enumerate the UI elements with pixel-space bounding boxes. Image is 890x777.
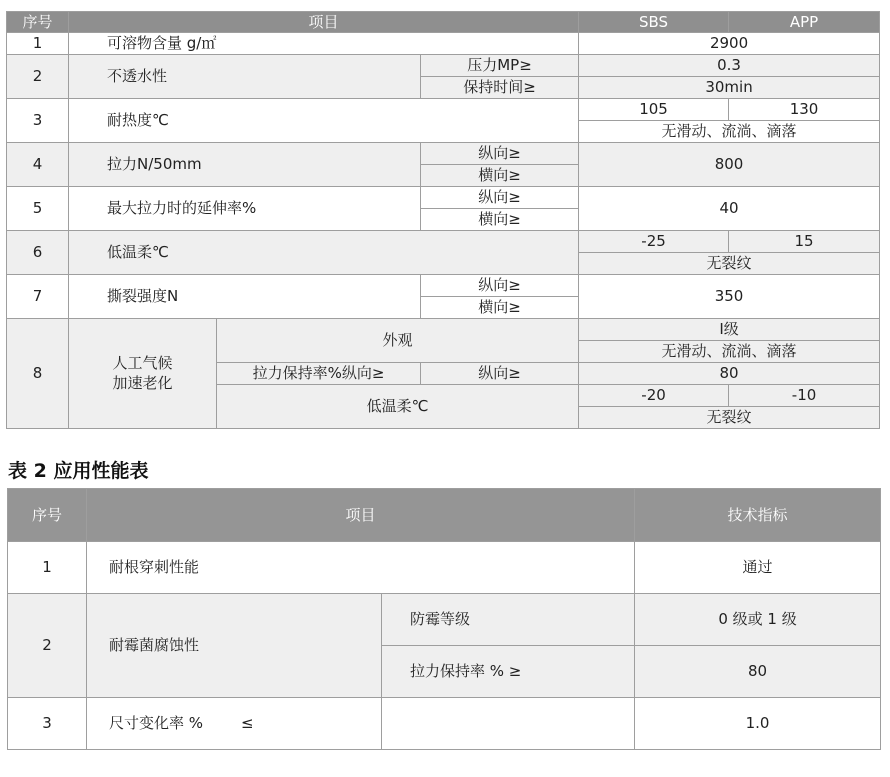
row-number: 3 — [8, 698, 87, 750]
row-item: 最大拉力时的延伸率% — [69, 187, 421, 231]
header-sbs: SBS — [579, 12, 729, 33]
row-item: 拉力N/50mm — [69, 143, 421, 187]
row-subitem-lowtemp: 低温柔℃ — [217, 385, 579, 429]
row-value: 0.3 — [579, 55, 880, 77]
properties-table — [6, 11, 880, 429]
application-performance-table — [7, 488, 881, 750]
table-row — [8, 698, 881, 750]
row-item-operator: ≤ — [241, 714, 254, 733]
row-subitem: 纵向≥ — [421, 187, 579, 209]
row-item-label: 尺寸变化率 % — [109, 714, 204, 733]
header-app: APP — [729, 12, 880, 33]
table-row — [7, 231, 880, 253]
row-value: 1.0 — [635, 698, 881, 750]
row-item: 低温柔℃ — [69, 231, 579, 275]
row-item — [69, 319, 217, 429]
row-number: 2 — [8, 594, 87, 698]
row-value: 40 — [579, 187, 880, 231]
row-note: 无裂纹 — [579, 253, 880, 275]
header-item: 项目 — [87, 489, 635, 542]
row-app-value: 130 — [729, 99, 880, 121]
row-value: 通过 — [635, 542, 881, 594]
row-subitem-tensile: 拉力保持率%纵向≥ — [217, 363, 421, 385]
row-sbs-value: -25 — [579, 231, 729, 253]
row-value: 0 级或 1 级 — [635, 594, 881, 646]
row-item-line1: 人工气候 — [112, 354, 173, 372]
row-subitem: 横向≥ — [421, 165, 579, 187]
table-header-row — [7, 12, 880, 33]
row-item: 耐热度℃ — [69, 99, 579, 143]
table-row — [7, 143, 880, 165]
row-subitem: 保持时间≥ — [421, 77, 579, 99]
row-value: 80 — [579, 363, 880, 385]
row-value: 350 — [579, 275, 880, 319]
row-subitem-appearance: 外观 — [217, 319, 579, 363]
header-item: 项目 — [69, 12, 579, 33]
header-no: 序号 — [7, 12, 69, 33]
table-row — [8, 594, 881, 646]
row-number: 1 — [7, 33, 69, 55]
row-item — [87, 698, 382, 750]
table-row — [7, 187, 880, 209]
header-spec: 技术指标 — [635, 489, 881, 542]
row-number: 3 — [7, 99, 69, 143]
row-number: 2 — [7, 55, 69, 99]
header-no: 序号 — [8, 489, 87, 542]
row-app-value: 15 — [729, 231, 880, 253]
row-subitem: 纵向≥ — [421, 143, 579, 165]
row-subitem: 纵向≥ — [421, 275, 579, 297]
row-value: 无滑动、流淌、滴落 — [579, 341, 880, 363]
row-subitem: 拉力保持率 % ≥ — [382, 646, 635, 698]
row-item: 可溶物含量 g/㎡ — [69, 33, 579, 55]
row-subitem: 防霉等级 — [382, 594, 635, 646]
row-number: 6 — [7, 231, 69, 275]
row-value: I级 — [579, 319, 880, 341]
table-row — [7, 99, 880, 121]
table-row — [8, 542, 881, 594]
table-header-row — [8, 489, 881, 542]
row-subitem: 横向≥ — [421, 297, 579, 319]
row-number: 8 — [7, 319, 69, 429]
row-subitem: 压力MP≥ — [421, 55, 579, 77]
row-item: 耐霉菌腐蚀性 — [87, 594, 382, 698]
row-item: 耐根穿刺性能 — [87, 542, 635, 594]
row-note: 无裂纹 — [579, 407, 880, 429]
row-number: 5 — [7, 187, 69, 231]
row-value: 2900 — [579, 33, 880, 55]
row-item-line2: 加速老化 — [112, 373, 173, 392]
row-value: 30min — [579, 77, 880, 99]
row-subitem-direction: 纵向≥ — [421, 363, 579, 385]
table-row — [7, 33, 880, 55]
row-sbs-value: 105 — [579, 99, 729, 121]
row-subitem: 横向≥ — [421, 209, 579, 231]
row-item: 不透水性 — [69, 55, 421, 99]
table-row — [7, 275, 880, 297]
row-subitem-empty — [382, 698, 635, 750]
row-value: 80 — [635, 646, 881, 698]
row-item: 撕裂强度N — [69, 275, 421, 319]
row-note: 无滑动、流淌、滴落 — [579, 121, 880, 143]
row-sbs-value: -20 — [579, 385, 729, 407]
table-row — [7, 319, 880, 341]
row-app-value: -10 — [729, 385, 880, 407]
row-number: 1 — [8, 542, 87, 594]
row-number: 4 — [7, 143, 69, 187]
table-row — [7, 55, 880, 77]
row-value: 800 — [579, 143, 880, 187]
table2-title: 表 2 应用性能表 — [8, 460, 149, 482]
row-number: 7 — [7, 275, 69, 319]
